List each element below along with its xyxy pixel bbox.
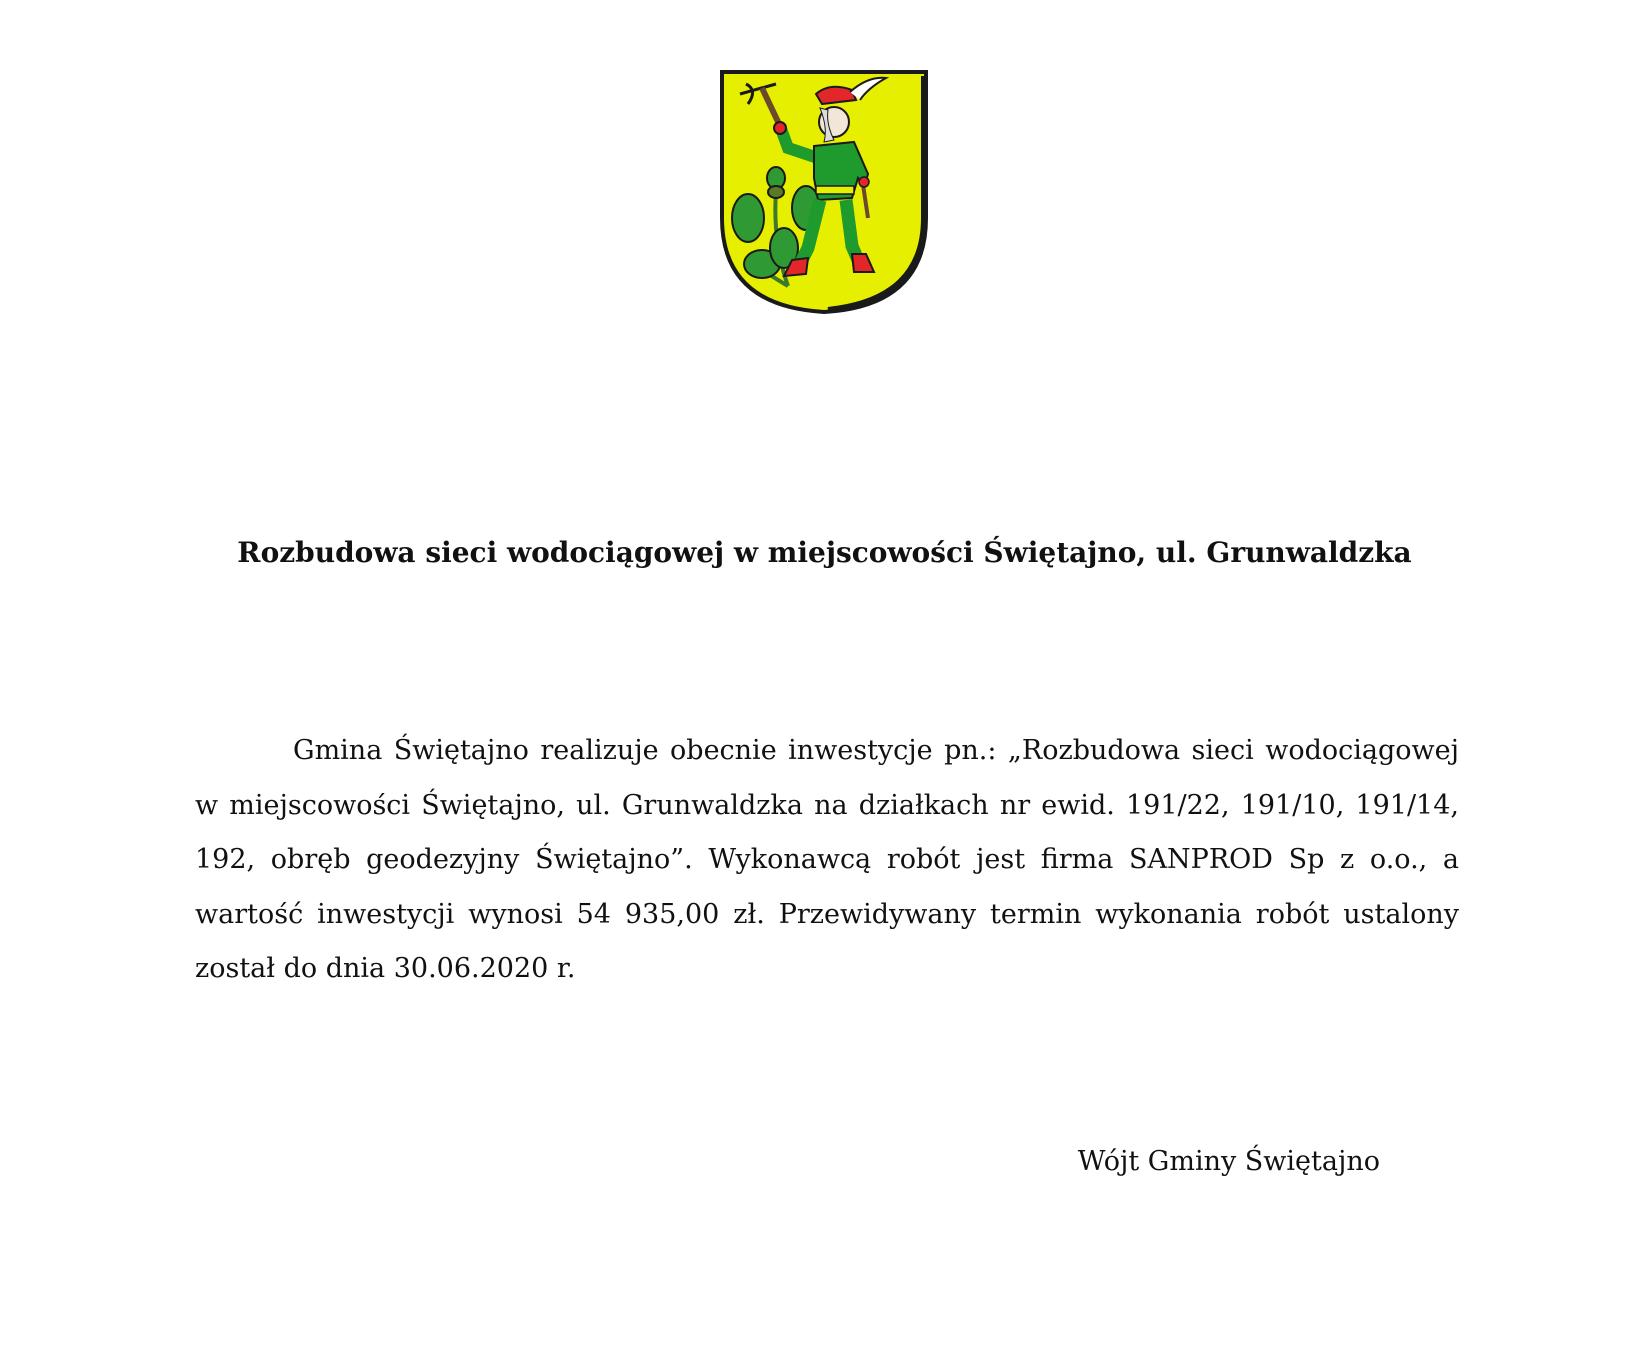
coat-of-arms-crossbowman-icon — [718, 68, 930, 316]
document-title: Rozbudowa sieci wodociągowej w miejscowości Świętajno, ul. Grunwaldzka — [237, 536, 1412, 569]
document-body: Gmina Świętajno realizuje obecnie inwestycje pn.: „Rozbudowa sieci wodociągowej w miejscowości Świętajno, ul. Grunwaldzka na działkach nr ewid. 191/22, 191/10, 191/14, 192, obręb geodezyjny Świętajno”. Wykonawcą robót jest firma SANPROD Sp z o.o., a wartość inwestycji wynosi 54 935,00 zł. Przewidywany termin wykonania robót ustalony został do dnia 30.06.2020 r. — [195, 735, 1459, 984]
signature: Wójt Gminy Świętajno — [1077, 1146, 1380, 1177]
